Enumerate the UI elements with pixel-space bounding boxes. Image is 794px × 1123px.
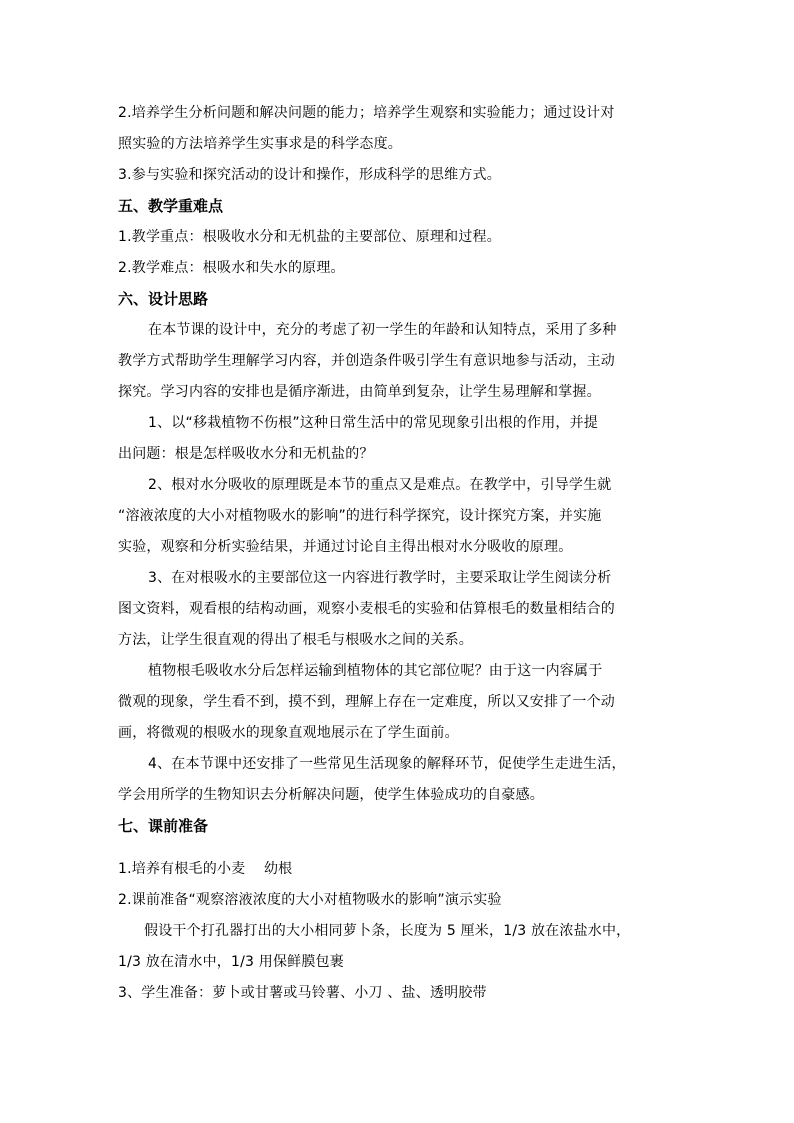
design-item-1-line-2: 出问题：根是怎样吸收水分和无机盐的？ xyxy=(118,446,374,462)
design-item-2-line-2: “溶液浓度的大小对植物吸水的影响”的进行科学探究，设计探究方案，并实施 xyxy=(118,508,602,524)
section-heading-design-ideas: 六、设计思路 xyxy=(118,290,209,308)
objective-2-line-1: 2.培养学生分析问题和解决问题的能力；培养学生观察和实验能力；通过设计对 xyxy=(118,105,615,121)
design-item-4-line-1: 4、在本节课中还安排了一些常见生活现象的解释环节，促使学生走进生活， xyxy=(148,756,626,772)
key-point: 1.教学重点：根吸收水分和无机盐的主要部位、原理和过程。 xyxy=(118,229,501,245)
prep-item-3: 3、学生准备：萝卜或甘薯或马铃薯、小刀 、盐、透明胶带 xyxy=(118,985,487,1001)
difficult-point: 2.教学难点：根吸水和失水的原理。 xyxy=(118,260,345,276)
design-item-3-line-2: 图文资料，观看根的结构动画，观察小麦根毛的实验和估算根毛的数量相结合的 xyxy=(118,601,615,617)
design-transport-line-1: 植物根毛吸收水分后怎样运输到植物体的其它部位呢？由于这一内容属于 xyxy=(148,663,603,679)
objective-3: 3.参与实验和探究活动的设计和操作，形成科学的思维方式。 xyxy=(118,167,501,183)
design-item-4-line-2: 学会用所学的生物知识去分析解决问题，使学生体验成功的自豪感。 xyxy=(118,787,544,803)
section-heading-key-points: 五、教学重难点 xyxy=(118,197,224,215)
design-intro-line-2: 教学方式帮助学生理解学习内容，并创造条件吸引学生有意识地参与活动，主动 xyxy=(118,353,615,369)
section-heading-preparation: 七、课前准备 xyxy=(118,817,209,835)
design-intro-line-1: 在本节课的设计中，充分的考虑了初一学生的年龄和认知特点，采用了多种 xyxy=(148,322,617,338)
objective-2-line-2: 照实验的方法培养学生实事求是的科学态度。 xyxy=(118,136,402,152)
document-page xyxy=(118,98,678,1009)
design-intro-line-3: 探究。学习内容的安排也是循序渐进，由简单到复杂，让学生易理解和掌握。 xyxy=(118,384,601,400)
prep-item-2-detail-line-1: 假设干个打孔器打出的大小相同萝卜条，长度为 5 厘米，1/3 放在浓盐水中， xyxy=(144,923,631,939)
design-transport-line-2: 微观的现象，学生看不到，摸不到，理解上存在一定难度，所以又安排了一个动 xyxy=(118,694,615,710)
design-item-3-line-3: 方法，让学生很直观的得出了根毛与根吸水之间的关系。 xyxy=(118,632,473,648)
prep-item-1: 1.培养有根毛的小麦 幼根 xyxy=(118,861,293,877)
design-transport-line-3: 画，将微观的根吸水的现象直观地展示在了学生面前。 xyxy=(118,725,459,741)
design-item-3-line-1: 3、在对根吸水的主要部位这一内容进行教学时，主要采取让学生阅读分析 xyxy=(148,570,612,586)
prep-item-2-detail-line-2: 1/3 放在清水中，1/3 用保鲜膜包裹 xyxy=(118,954,344,970)
spacer xyxy=(118,842,678,854)
prep-item-2: 2.课前准备“观察溶液浓度的大小对植物吸水的影响”演示实验 xyxy=(118,892,502,908)
design-item-1-line-1: 1、以“移栽植物不伤根”这种日常生活中的常见现象引出根的作用，并提 xyxy=(148,415,599,431)
design-item-2-line-1: 2、根对水分吸收的原理既是本节的重点又是难点。在教学中，引导学生就 xyxy=(148,477,612,493)
design-item-2-line-3: 实验，观察和分析实验结果，并通过讨论自主得出根对水分吸收的原理。 xyxy=(118,539,573,555)
